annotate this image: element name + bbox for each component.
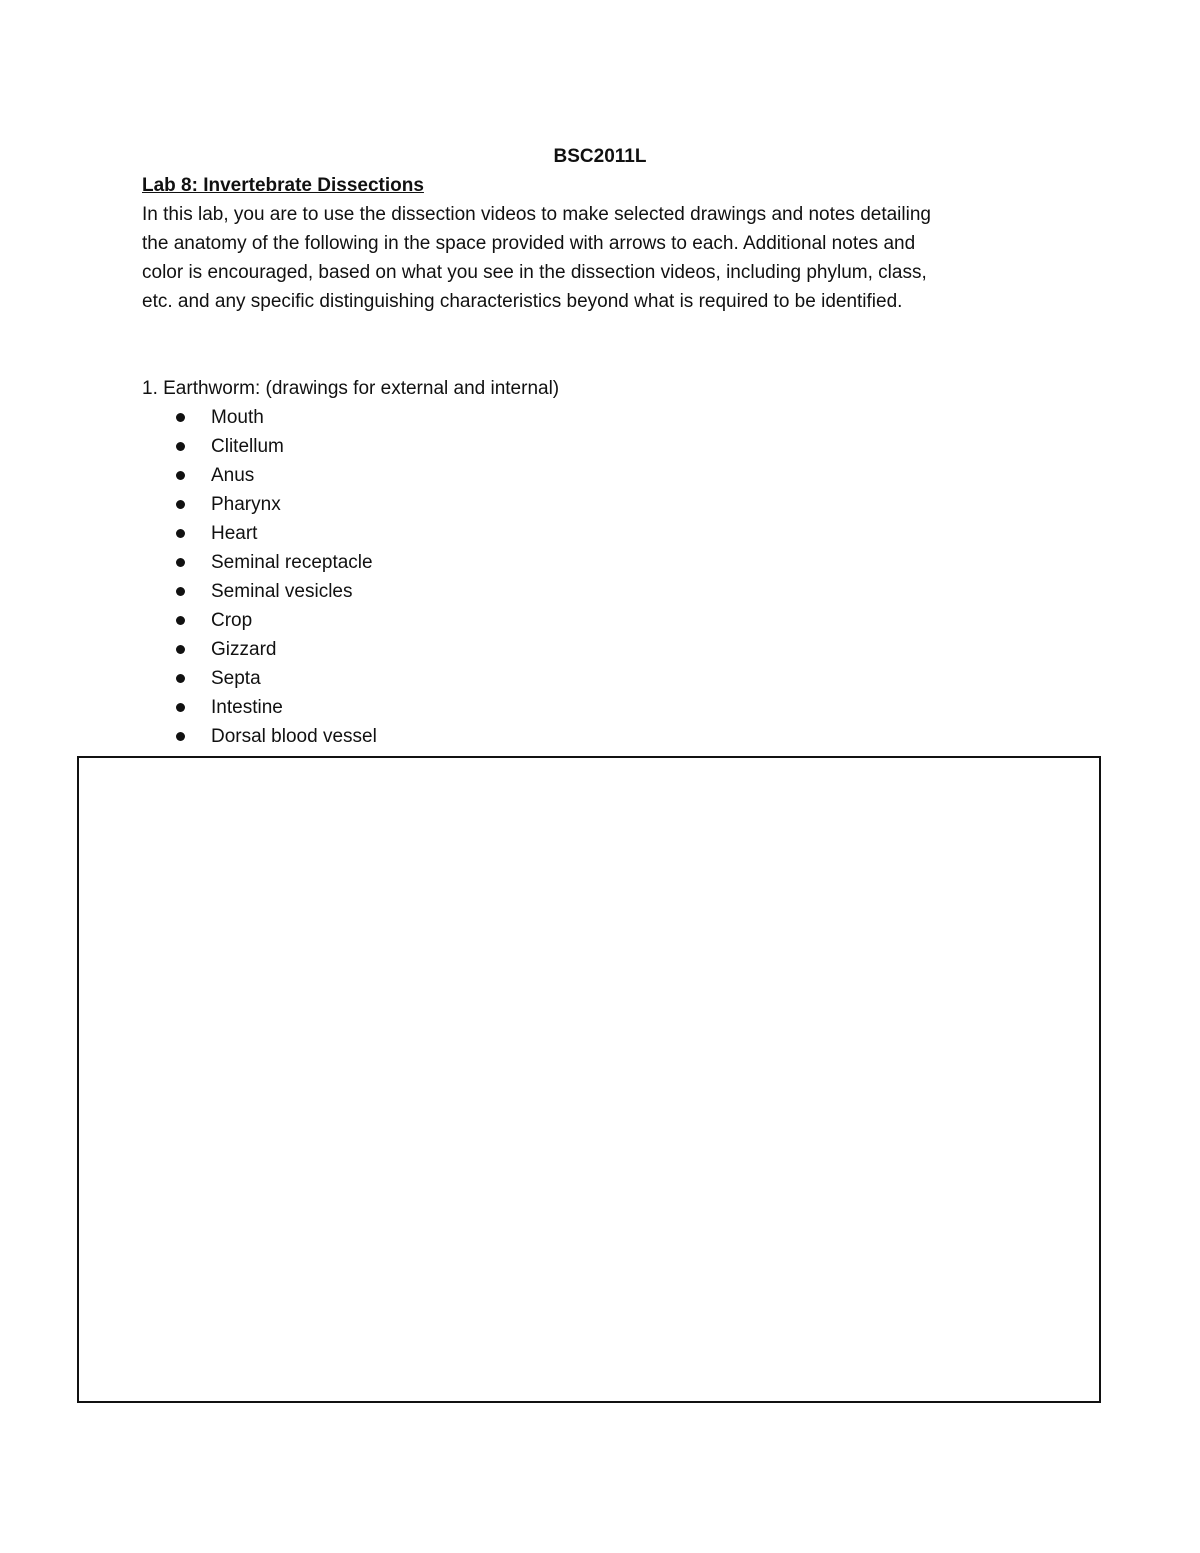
list-item bbox=[142, 461, 1072, 490]
list-item bbox=[142, 722, 1072, 751]
intro-paragraph bbox=[142, 200, 1072, 316]
list-item-label: Seminal receptacle bbox=[211, 552, 373, 573]
list-item bbox=[142, 635, 1072, 664]
bullet-icon bbox=[176, 442, 185, 451]
list-item-label: Anus bbox=[211, 465, 255, 486]
list-item bbox=[142, 432, 1072, 461]
course-code: BSC2011L bbox=[553, 146, 647, 167]
list-item bbox=[142, 519, 1072, 548]
list-item-label: Gizzard bbox=[211, 639, 277, 660]
bullet-icon bbox=[176, 645, 185, 654]
bullet-icon bbox=[176, 732, 185, 741]
bullet-icon bbox=[176, 674, 185, 683]
bullet-icon bbox=[176, 558, 185, 567]
bullet-icon bbox=[176, 587, 185, 596]
intro-line: color is encouraged, based on what you see in the dissection videos, including phylum, class, bbox=[142, 262, 927, 283]
bullet-icon bbox=[176, 616, 185, 625]
list-item bbox=[142, 664, 1072, 693]
list-item-label: Pharynx bbox=[211, 494, 281, 515]
list-item-label: Dorsal blood vessel bbox=[211, 726, 377, 747]
intro-line: etc. and any specific distinguishing characteristics beyond what is required to be identified. bbox=[142, 291, 903, 312]
list-item bbox=[142, 606, 1072, 635]
list-item bbox=[142, 577, 1072, 606]
list-item-label: Heart bbox=[211, 523, 258, 544]
list-item-label: Seminal vesicles bbox=[211, 581, 353, 602]
bullet-icon bbox=[176, 703, 185, 712]
bullet-icon bbox=[176, 471, 185, 480]
list-item bbox=[142, 548, 1072, 577]
list-item-label: Intestine bbox=[211, 697, 283, 718]
list-item bbox=[142, 693, 1072, 722]
intro-line: In this lab, you are to use the dissection videos to make selected drawings and notes detailing bbox=[142, 204, 931, 225]
list-item-label: Septa bbox=[211, 668, 261, 689]
intro-line: the anatomy of the following in the space provided with arrows to each. Additional notes and bbox=[142, 233, 916, 254]
bullet-icon bbox=[176, 500, 185, 509]
drawing-area-box bbox=[77, 756, 1101, 1403]
list-item-label: Clitellum bbox=[211, 436, 284, 457]
bullet-icon bbox=[176, 529, 185, 538]
list-item-label: Crop bbox=[211, 610, 253, 631]
list-item bbox=[142, 490, 1072, 519]
question-heading: 1. Earthworm: (drawings for external and internal) bbox=[142, 378, 560, 399]
bullet-icon bbox=[176, 413, 185, 422]
document-body bbox=[142, 171, 1072, 751]
parts-list bbox=[142, 403, 1072, 751]
list-item bbox=[142, 403, 1072, 432]
lab-title: Lab 8: Invertebrate Dissections bbox=[142, 175, 424, 196]
list-item-label: Mouth bbox=[211, 407, 264, 428]
